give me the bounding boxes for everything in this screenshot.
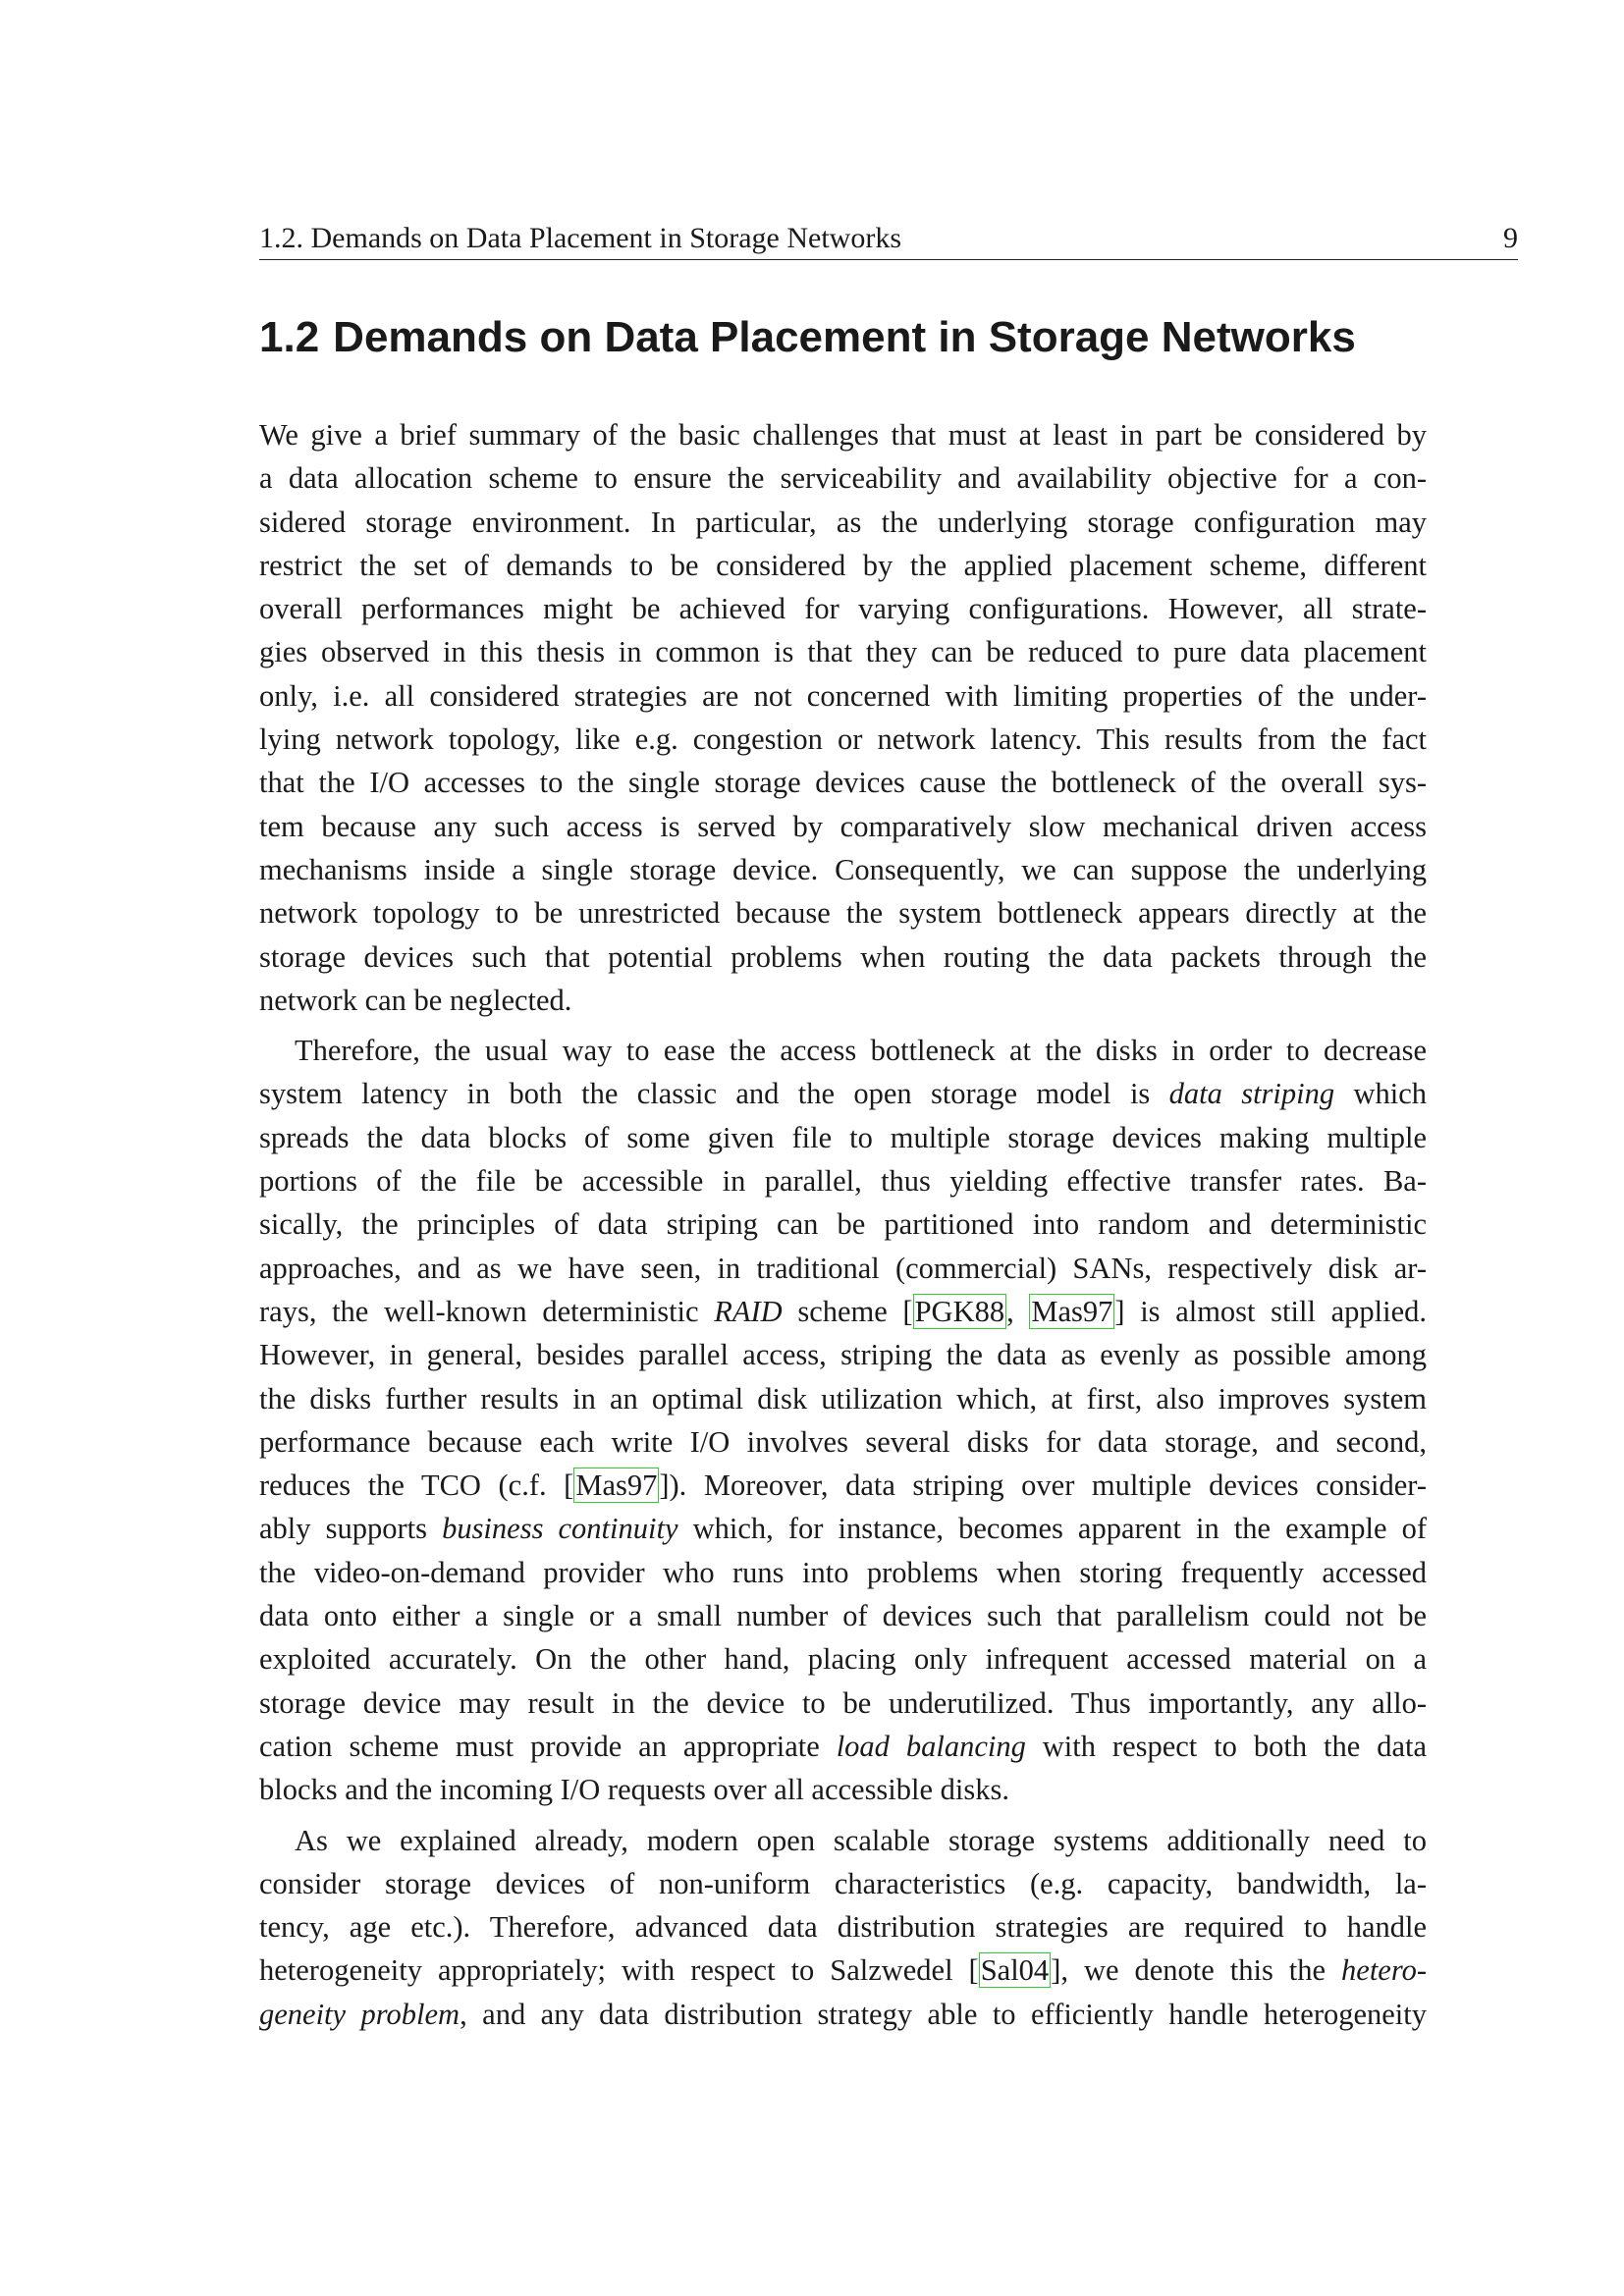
- text-line: network topology to be unrestricted because the system bottleneck appears directly at the: [259, 896, 1427, 931]
- text-span: ]). Moreover, data striping over multiple devices consider-: [659, 1468, 1428, 1503]
- text-line: [259, 1993, 1427, 2036]
- section-number: 1.2: [259, 313, 320, 361]
- text-line: As we explained already, modern open scalable storage systems additionally need to: [295, 1823, 1427, 1857]
- body-text: [259, 413, 1427, 2043]
- text-line: that the I/O accesses to the single storage devices cause the bottleneck of the overall sys-: [259, 766, 1427, 800]
- text-span: ,: [1006, 1294, 1030, 1328]
- text-span: with respect to both the data: [1025, 1729, 1428, 1763]
- text-span: ] is almost still applied.: [1114, 1294, 1427, 1328]
- text-line: approaches, and as we have seen, in traditional (commercial) SANs, respectively disk ar-: [259, 1251, 1427, 1285]
- text-line: spreads the data blocks of some given file to multiple storage devices making multiple: [259, 1120, 1427, 1154]
- emphasis-data-striping: data striping: [1168, 1077, 1335, 1111]
- emphasis-heterogeneity: hetero-: [1341, 1953, 1427, 1988]
- text-line: [259, 1507, 1427, 1550]
- text-span: ably supports: [259, 1512, 443, 1546]
- emphasis-business-continuity: business continuity: [442, 1512, 678, 1546]
- text-line: sidered storage environment. In particular, as the underlying storage configuration may: [259, 505, 1427, 539]
- text-span: heterogeneity appropriately; with respect to Salzwedel [: [259, 1953, 979, 1988]
- text-line: [259, 1725, 1427, 1768]
- text-span: ], we denote this the: [1051, 1953, 1342, 1988]
- text-line: gies observed in this thesis in common is that they can be reduced to pure data placement: [259, 635, 1427, 669]
- running-header-title: 1.2. Demands on Data Placement in Storage Networks: [259, 222, 902, 254]
- text-span: rays, the well-known deterministic: [259, 1294, 715, 1328]
- section-heading: [259, 308, 1356, 367]
- text-line: tem because any such access is served by comparatively slow mechanical driven access: [259, 809, 1427, 843]
- section-title: Demands on Data Placement in Storage Networks: [333, 313, 1356, 361]
- emphasis-heterogeneity-problem: geneity problem: [259, 1997, 460, 2031]
- text-span: reduces the TCO (c.f. [: [259, 1468, 574, 1503]
- paragraph-2: [259, 1029, 1427, 1811]
- text-line: consider storage devices of non-uniform characteristics (e.g. capacity, bandwidth, la-: [259, 1866, 1427, 1900]
- text-line: storage device may result in the device to be underutilized. Thus importantly, any allo-: [259, 1685, 1427, 1720]
- citation-link-mas97[interactable]: Mas97: [575, 1468, 658, 1503]
- running-header: [259, 218, 1518, 260]
- text-line: [259, 1072, 1427, 1115]
- citation-link-pgk88[interactable]: PGK88: [914, 1294, 1005, 1328]
- text-line: [259, 1949, 1427, 1992]
- text-line: a data allocation scheme to ensure the serviceability and availability objective for a con-: [259, 461, 1427, 496]
- emphasis-raid: RAID: [714, 1294, 783, 1328]
- text-line: the disks further results in an optimal disk utilization which, at first, also improves system: [259, 1381, 1427, 1415]
- text-line: storage devices such that potential problems when routing the data packets through the: [259, 939, 1427, 974]
- text-line: blocks and the incoming I/O requests over all accessible disks.: [259, 1773, 1010, 1807]
- citation-link-mas97[interactable]: Mas97: [1031, 1294, 1113, 1328]
- text-line: We give a brief summary of the basic challenges that must at least in part be considered by: [259, 418, 1427, 452]
- text-line: overall performances might be achieved for varying configurations. However, all strate-: [259, 592, 1427, 626]
- text-line: data onto either a single or a small number of devices such that parallelism could not be: [259, 1599, 1427, 1633]
- text-line: [259, 1464, 1427, 1507]
- paragraph-3: [259, 1819, 1427, 2036]
- citation-link-sal04[interactable]: Sal04: [980, 1953, 1050, 1988]
- text-line: network can be neglected.: [259, 983, 572, 1017]
- emphasis-load-balancing: load balancing: [836, 1729, 1026, 1763]
- text-line: only, i.e. all considered strategies are not concerned with limiting properties of the under-: [259, 678, 1427, 713]
- text-span: which: [1334, 1077, 1428, 1111]
- text-line: Therefore, the usual way to ease the access bottleneck at the disks in order to decrease: [295, 1034, 1427, 1068]
- text-span: which, for instance, becomes apparent in the example of: [677, 1512, 1427, 1546]
- page-number: 9: [1503, 222, 1518, 254]
- text-line: mechanisms inside a single storage device. Consequently, we can suppose the underlying: [259, 852, 1427, 886]
- paragraph-1: [259, 413, 1427, 1022]
- text-line: However, in general, besides parallel access, striping the data as evenly as possible among: [259, 1338, 1427, 1372]
- text-span: system latency in both the classic and the open storage model is: [259, 1077, 1169, 1111]
- text-line: the video-on-demand provider who runs into problems when storing frequently accessed: [259, 1555, 1427, 1589]
- text-line: [259, 1290, 1427, 1333]
- text-span: , and any data distribution strategy able to efficiently handle heterogeneity: [460, 1997, 1427, 2031]
- text-line: lying network topology, like e.g. congestion or network latency. This results from the fact: [259, 722, 1427, 757]
- text-line: portions of the file be accessible in parallel, thus yielding effective transfer rates. Ba-: [259, 1164, 1427, 1199]
- text-line: tency, age etc.). Therefore, advanced data distribution strategies are required to handle: [259, 1910, 1427, 1945]
- text-span: cation scheme must provide an appropriate: [259, 1729, 837, 1763]
- text-line: sically, the principles of data striping can be partitioned into random and deterministic: [259, 1207, 1427, 1242]
- text-line: performance because each write I/O involves several disks for data storage, and second,: [259, 1424, 1427, 1459]
- text-line: exploited accurately. On the other hand, placing only infrequent accessed material on a: [259, 1642, 1427, 1677]
- text-span: scheme [: [782, 1294, 913, 1328]
- text-line: restrict the set of demands to be considered by the applied placement scheme, different: [259, 548, 1427, 582]
